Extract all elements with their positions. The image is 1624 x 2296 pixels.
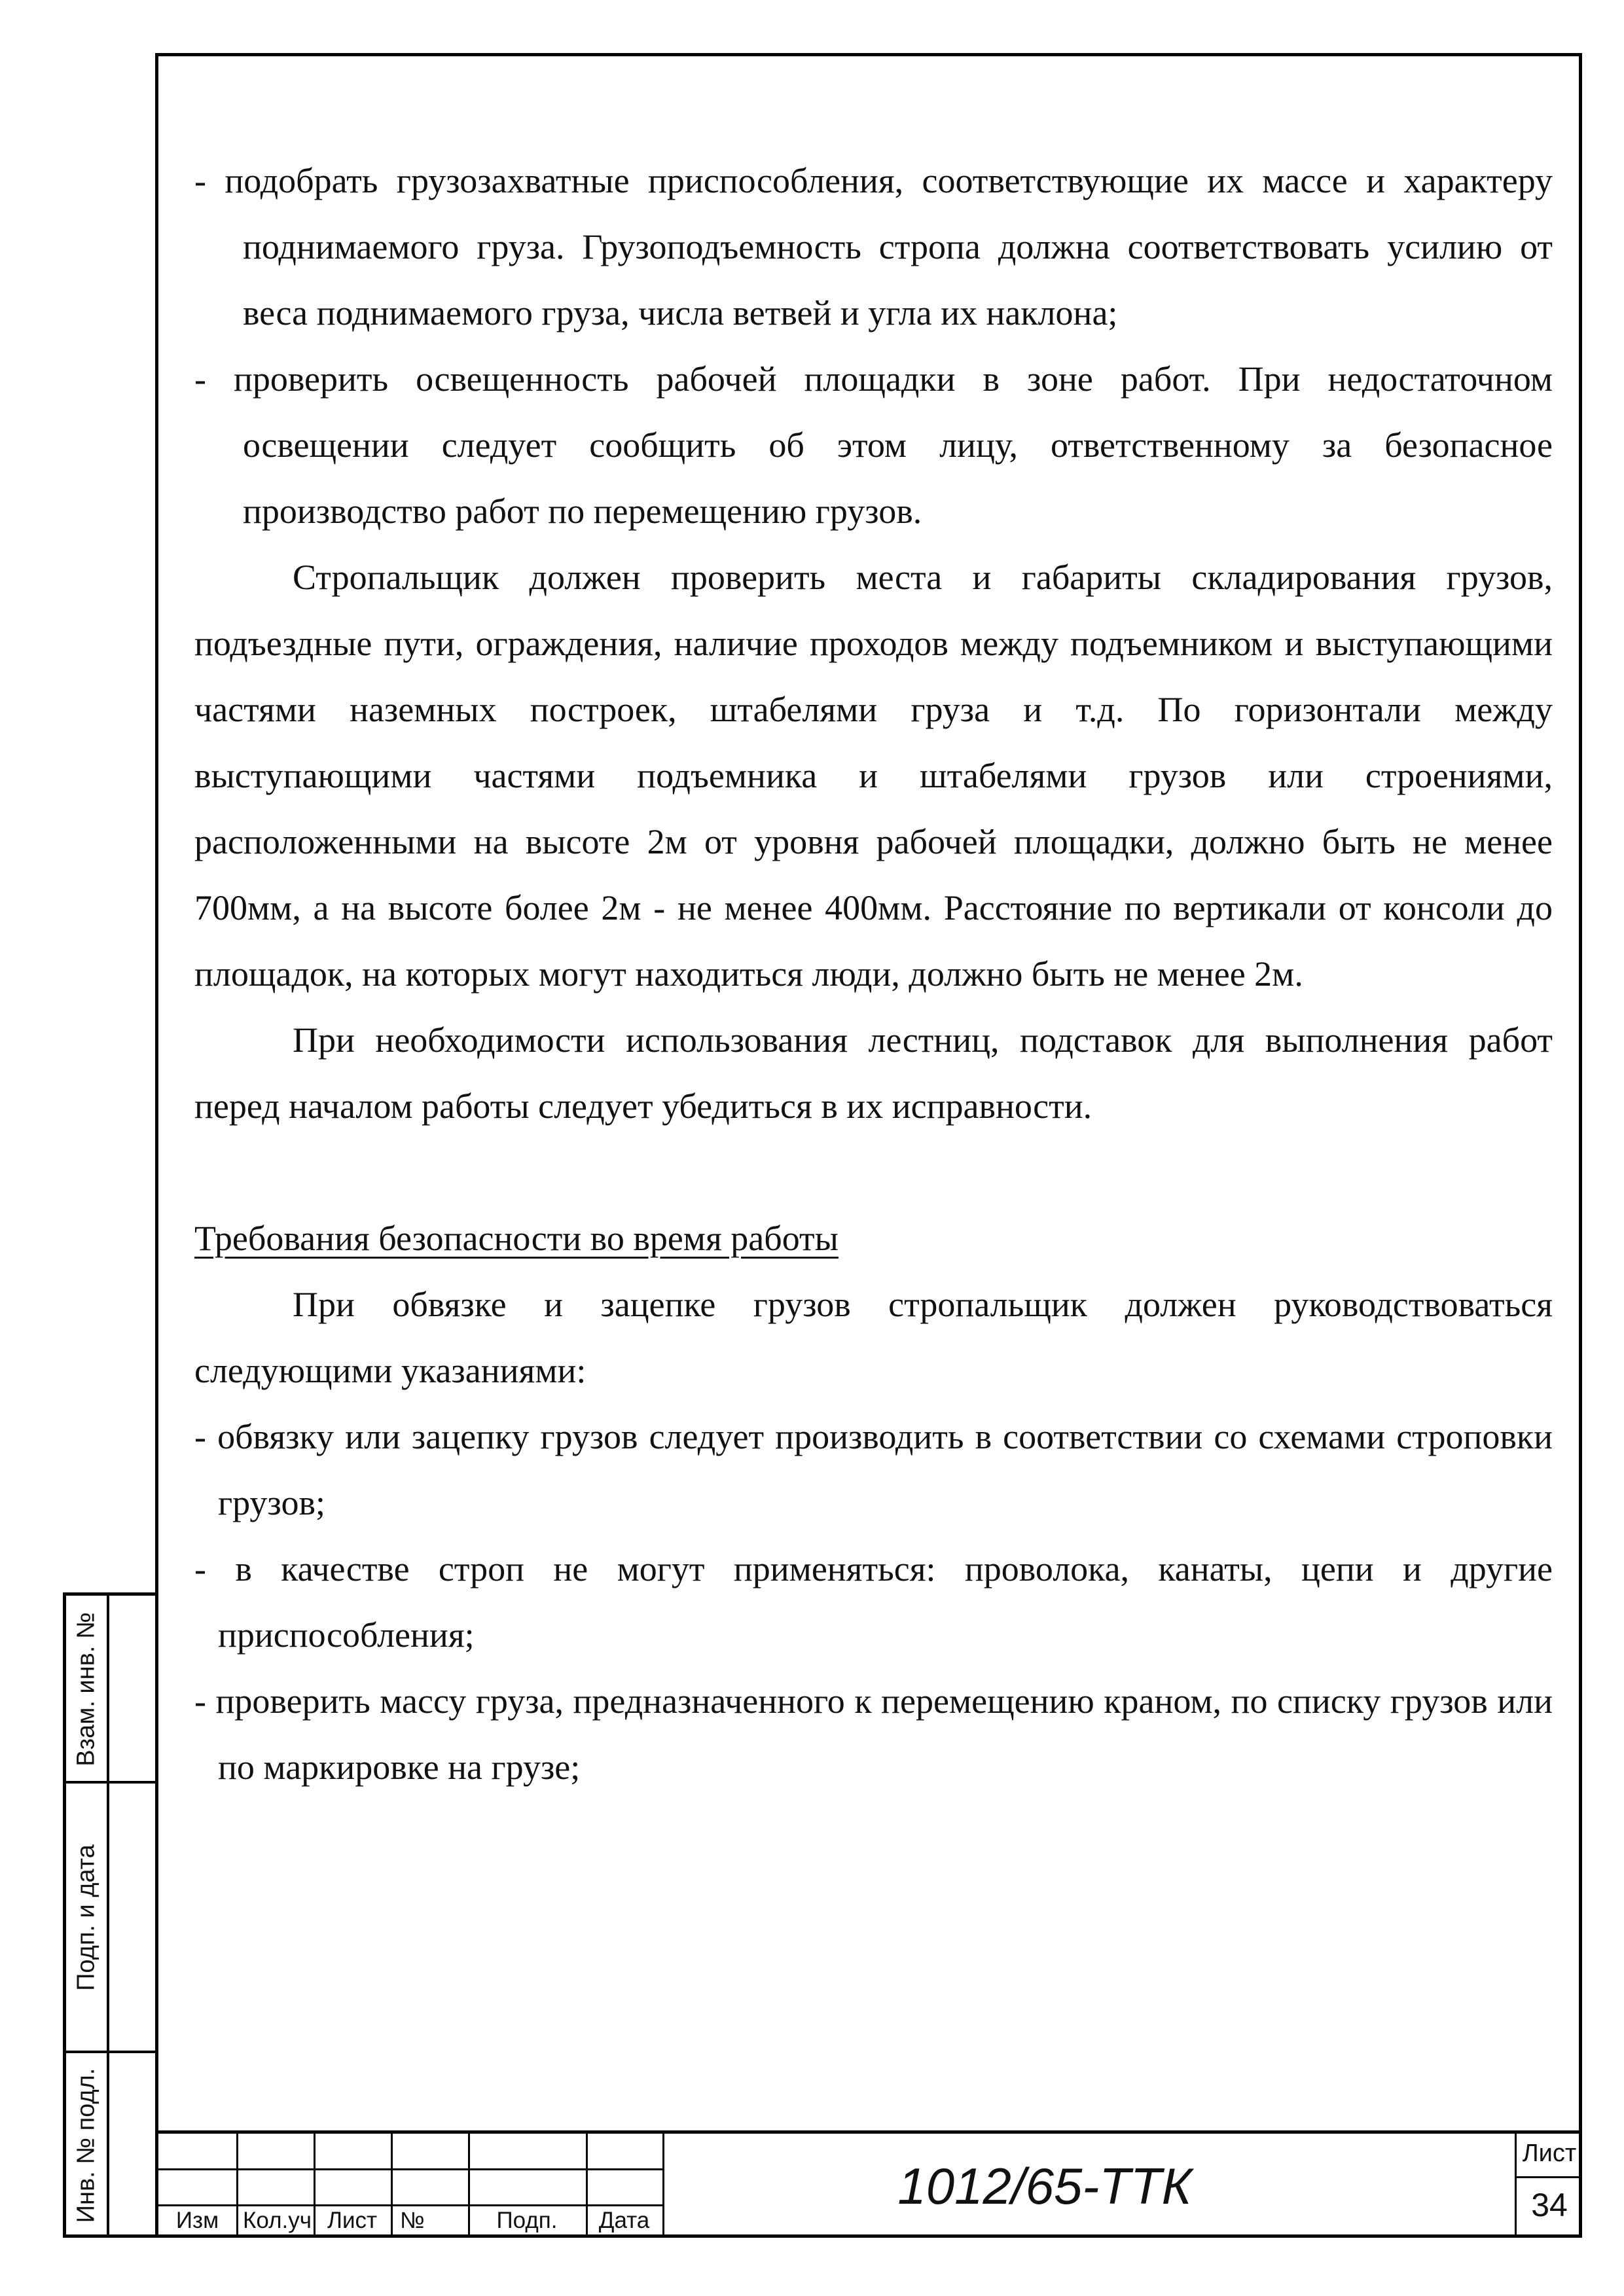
paragraph: Стропальщик должен проверить места и габариты складирования грузов, подъездные пути, ограждения, наличие проходов между подъемником и выступающими частями наземных построек, штабелями груза и т.д. По горизонтали между выступающими частями подъемника и штабелями грузов или строениями, расположенными на высоте 2м от уровня рабочей площадки, должно быть не менее 700мм, а на высоте более 2м - не менее 400мм. Расстояние по вертикали от консоли до площадок, на которых могут находиться люди, должно быть не менее 2м. — [194, 558, 1553, 994]
stamp-row-replacement — [66, 1596, 155, 1782]
list-item: - обвязку или зацепку грузов следует производить в соответствии со схемами строповки грузов; — [194, 1417, 1553, 1522]
stamp-label-cell: Подп. и дата — [66, 1784, 109, 2052]
paragraph: При обвязке и зацепке грузов стропальщик должен руководствоваться следующими указаниями: — [194, 1285, 1553, 1390]
stamp-row-signature-date — [66, 1784, 155, 2052]
column-label-sheet: Лист — [327, 2208, 378, 2233]
list-item: - в качестве строп не могут применяться: проволока, канаты, цепи и другие приспособления; — [194, 1549, 1553, 1655]
column-divider — [662, 2130, 664, 2234]
column-divider — [1515, 2130, 1517, 2234]
list-item: - проверить освещенность рабочей площадки в зоне работ. При недостаточном освещении следует сообщить об этом лицу, ответственному за безопасное производство работ по перемещению грузов. — [194, 359, 1553, 531]
document-code: 1012/65-ТТК — [897, 2157, 1192, 2215]
section-heading — [194, 1206, 1553, 1272]
document-body — [194, 148, 1553, 1801]
column-label-quantity: Кол.уч — [243, 2208, 312, 2233]
side-stamp — [63, 1592, 155, 2238]
stamp-label-cell: Взам. инв. № — [66, 1596, 109, 1782]
column-label-date: Дата — [598, 2208, 650, 2233]
column-label-document-number: № — [400, 2208, 425, 2233]
section-heading-text: Требования безопасности во время работы — [194, 1219, 839, 1258]
paragraph: При необходимости использования лестниц, подставок для выполнения работ перед началом работы следует убедиться в их исправности. — [194, 1020, 1553, 1126]
column-label-signature: Подп. — [496, 2208, 558, 2233]
sheet-number: 34 — [1531, 2187, 1568, 2223]
sheet-label: Лист — [1522, 2140, 1577, 2167]
title-block-top-border — [158, 2130, 1579, 2134]
stamp-row-original-inventory — [66, 2053, 155, 2238]
column-label-change: Изм — [175, 2208, 219, 2233]
list-item: - проверить массу груза, предназначенного к перемещению краном, по списку грузов или по маркировке на грузе; — [194, 1681, 1553, 1787]
list-item: - подобрать грузозахватные приспособления, соответствующие их массе и характеру поднимаемого груза. Грузоподъемность стропа должна соответствовать усилию от веса поднимаемого груза, числа ветвей и угла их наклона; — [194, 161, 1553, 332]
stamp-label-cell: Инв. № подл. — [66, 2053, 109, 2238]
sheet-cell-divider — [1515, 2176, 1579, 2178]
title-block — [158, 2130, 1579, 2234]
